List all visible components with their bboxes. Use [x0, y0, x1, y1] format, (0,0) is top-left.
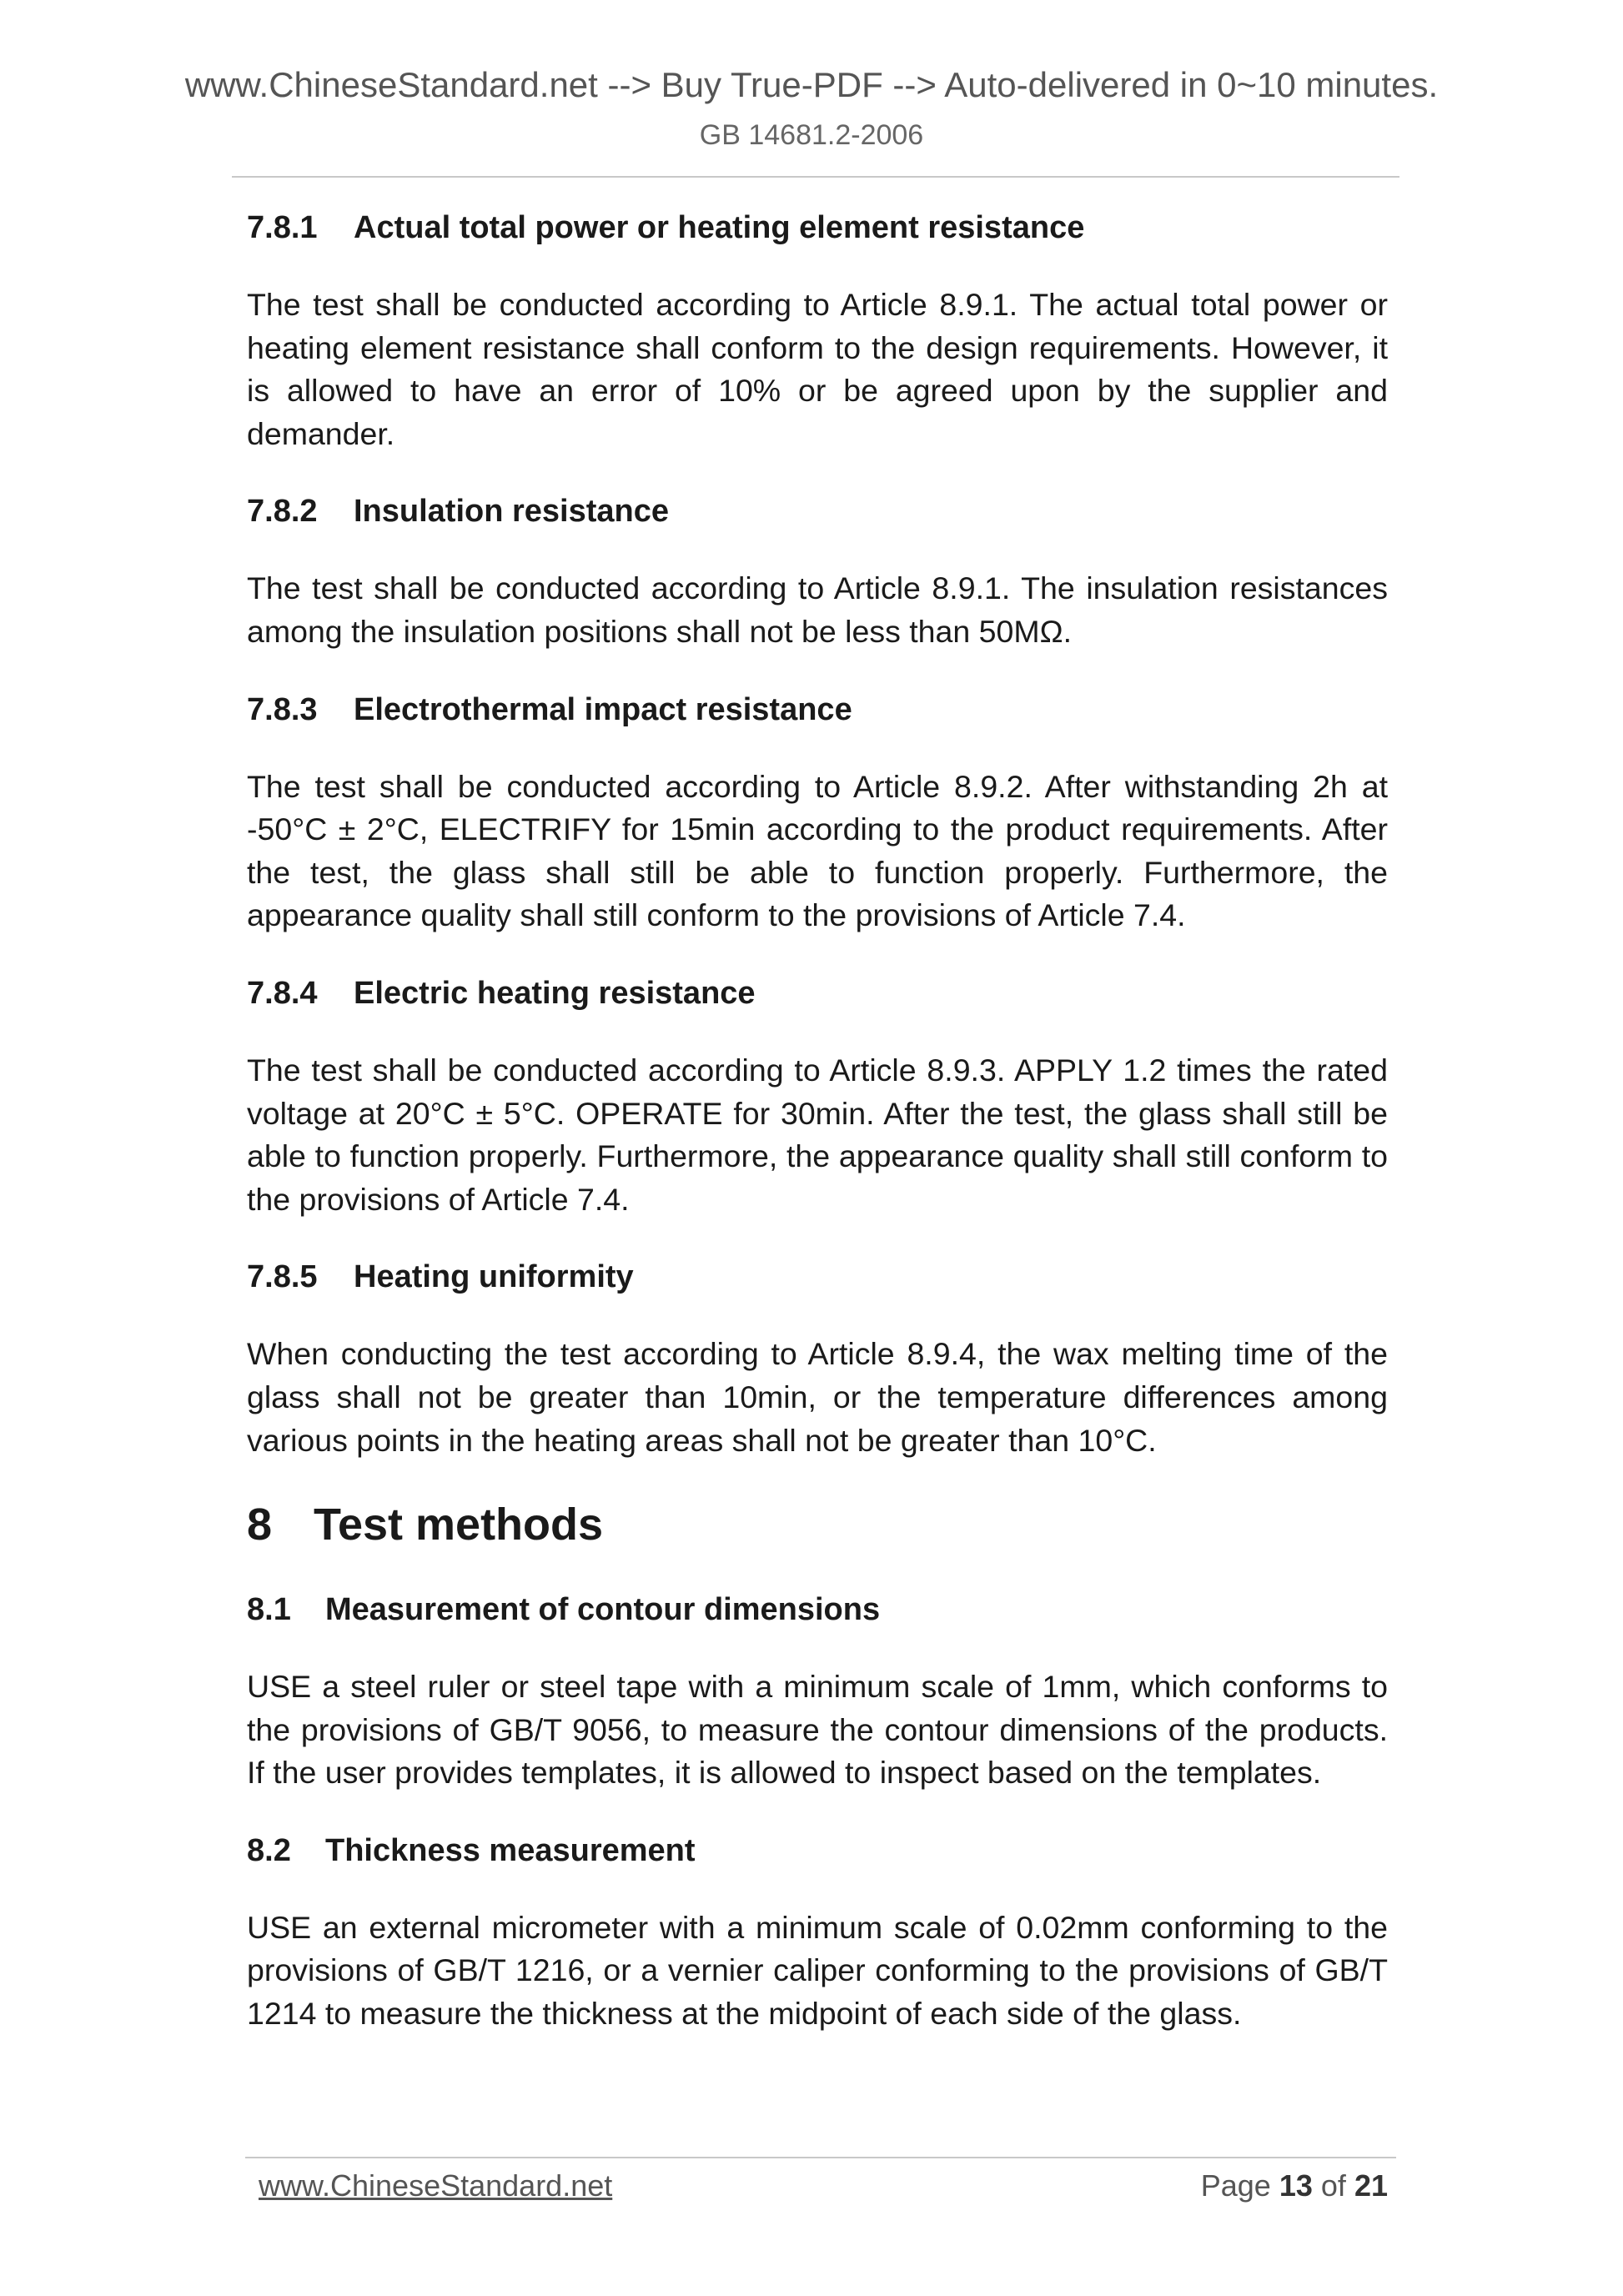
page-label: Page: [1200, 2168, 1271, 2203]
section-number: 7.8.5: [247, 1259, 318, 1295]
section-number: 7.8.4: [247, 975, 318, 1011]
section-paragraph: USE an external micrometer with a minimum scale of 0.02mm conforming to the provisions of GB/T 1216, or a vernier caliper conforming to the provisions of GB/T 1214 to measure the thickness at the midpoint of each side of the glass.: [247, 1909, 1388, 2032]
page-current: 13: [1279, 2168, 1313, 2203]
footer-site-link[interactable]: www.ChineseStandard.net: [259, 2168, 613, 2203]
chapter-number: 8: [247, 1500, 273, 1550]
section-8-2: [247, 1830, 1388, 2036]
section-title: Electric heating resistance: [354, 975, 756, 1011]
section-7-8-5: [247, 1256, 1388, 1462]
section-number: 7.8.2: [247, 494, 318, 530]
page-indicator: [1201, 2168, 1388, 2203]
section-paragraph: The test shall be conducted according to Article 8.9.1. The insulation resistances among the insulation positions shall not be less than 50MΩ.: [247, 570, 1388, 649]
section-paragraph: The test shall be conducted according to Article 8.9.2. After withstanding 2h at -50°C ± 2°C, ELECTRIFY for 15min according to the product requirements. After the test, the glass shall still be able to function properly. Furthermore, the appearance quality shall still conform to the provisions of Article 7.4.: [247, 768, 1388, 933]
section-heading: [247, 1256, 1388, 1298]
section-number: 7.8.1: [247, 210, 318, 245]
standard-number: GB 14681.2-2006: [699, 119, 924, 151]
section-title: Heating uniformity: [354, 1259, 634, 1295]
section-title: Measurement of contour dimensions: [325, 1592, 881, 1628]
section-paragraph: When conducting the test according to Article 8.9.4, the wax melting time of the glass shall not be greater than 10min, or the temperature differences among various points in the heating areas shall not be greater than 10°C.: [247, 1336, 1388, 1458]
section-paragraph: The test shall be conducted according to Article 8.9.3. APPLY 1.2 times the rated voltage at 20°C ± 5°C. OPERATE for 30min. After the test, the glass shall still be able to function properly. Furthermore, the appearance quality shall still conform to the provisions of Article 7.4.: [247, 1052, 1388, 1217]
section-8-1: [247, 1589, 1388, 1795]
section-heading: [247, 207, 1388, 249]
section-7-8-2: [247, 490, 1388, 653]
page-total: 21: [1354, 2168, 1388, 2203]
section-7-8-1: [247, 207, 1388, 455]
section-heading: [247, 490, 1388, 532]
chapter-title: Test methods: [314, 1500, 604, 1550]
footer-divider: [245, 2157, 1396, 2158]
section-heading: [247, 1830, 1388, 1871]
page-of-label: of: [1320, 2168, 1346, 2203]
section-title: Electrothermal impact resistance: [354, 691, 852, 727]
header-divider: [232, 176, 1399, 178]
section-title: Actual total power or heating element resistance: [354, 210, 1085, 245]
section-title: Insulation resistance: [354, 494, 670, 530]
section-paragraph: The test shall be conducted according to Article 8.9.1. The actual total power or heating element resistance shall conform to the design requirements. However, it is allowed to have an error of 10% or be agreed upon by the supplier and demander.: [247, 287, 1388, 451]
document-body: [247, 207, 1388, 2071]
section-heading: [247, 1589, 1388, 1630]
section-7-8-3: [247, 689, 1388, 937]
section-title: Thickness measurement: [325, 1832, 696, 1868]
header-banner: www.ChineseStandard.net --> Buy True-PDF --> Auto-delivered in 0~10 minutes.: [184, 65, 1439, 104]
section-number: 8.1: [247, 1592, 291, 1628]
section-7-8-4: [247, 972, 1388, 1221]
section-number: 7.8.3: [247, 691, 318, 727]
chapter-heading: [247, 1497, 1388, 1552]
section-paragraph: USE a steel ruler or steel tape with a minimum scale of 1mm, which conforms to the provisions of GB/T 9056, to measure the contour dimensions of the products. If the user provides templates, it is allowed to inspect based on the templates.: [247, 1669, 1388, 1791]
section-heading: [247, 689, 1388, 731]
section-number: 8.2: [247, 1832, 291, 1868]
section-heading: [247, 972, 1388, 1014]
